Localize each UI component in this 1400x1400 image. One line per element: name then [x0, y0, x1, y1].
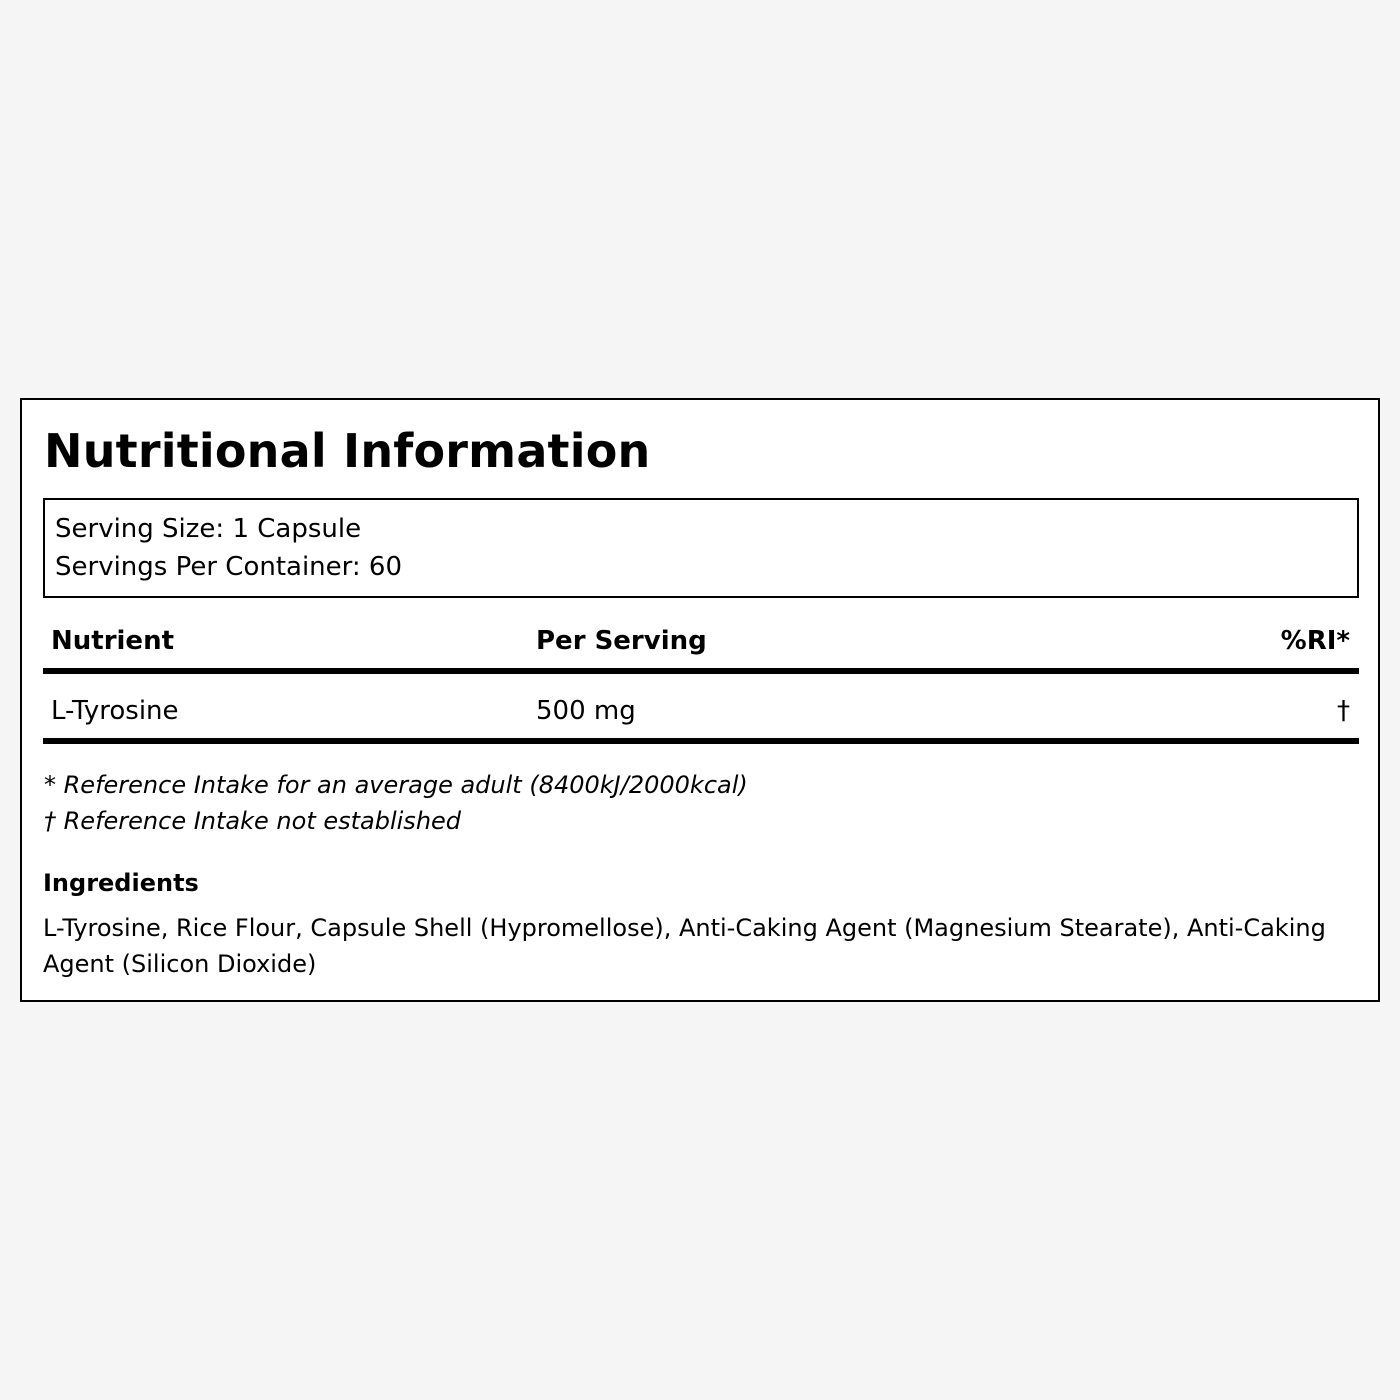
row-nutrient: L-Tyrosine: [51, 696, 179, 726]
row-per-serving: 500 mg: [536, 696, 636, 726]
serving-size: Serving Size: 1 Capsule: [55, 514, 362, 544]
panel-title: Nutritional Information: [44, 424, 651, 478]
footnote-ri: * Reference Intake for an average adult (8400kJ/2000kcal): [44, 771, 748, 799]
header-per-serving: Per Serving: [536, 626, 707, 656]
header-divider: [43, 668, 1359, 674]
table-bottom-divider: [43, 738, 1359, 744]
header-nutrient: Nutrient: [51, 626, 175, 656]
header-ri: %RI*: [1280, 626, 1350, 656]
row-ri: †: [1337, 696, 1350, 726]
serving-info-box: [43, 498, 1359, 598]
ingredients-text: L-Tyrosine, Rice Flour, Capsule Shell (Hypromellose), Anti-Caking Agent (Magnesium Stearate), Anti-Caking Agent (Silicon Dioxide): [43, 914, 1326, 978]
footnote-not-established: † Reference Intake not established: [44, 807, 462, 835]
servings-per-container: Servings Per Container: 60: [55, 552, 403, 582]
ingredients-heading: Ingredients: [43, 869, 199, 897]
nutrition-panel: [20, 398, 1380, 1002]
